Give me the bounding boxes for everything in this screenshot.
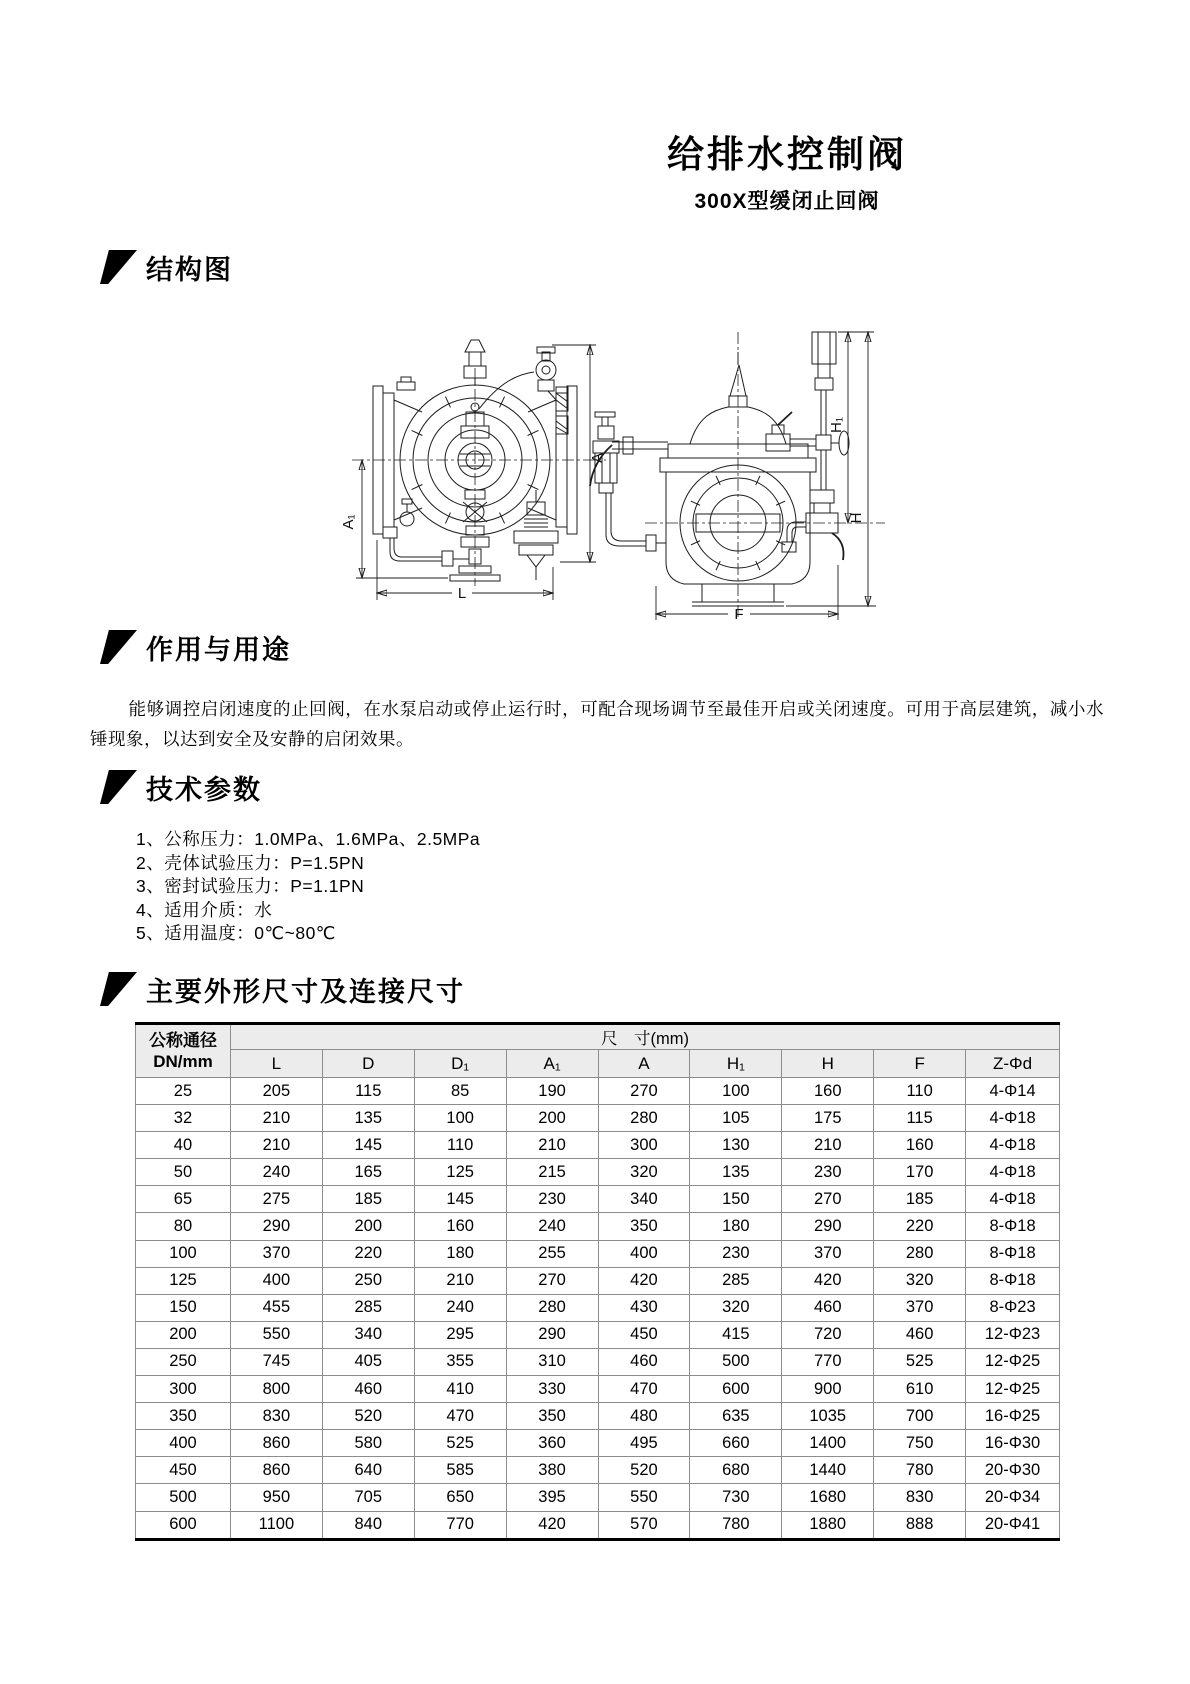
table-cell: 830 [874, 1484, 966, 1511]
table-cell: 160 [414, 1213, 506, 1240]
table-cell: 175 [782, 1105, 874, 1132]
section-marker-icon [100, 972, 137, 1006]
table-cell: 340 [322, 1321, 414, 1348]
dim-label-a1: A₁ [340, 514, 357, 530]
table-cell: 250 [136, 1348, 231, 1375]
table-cell: 290 [782, 1213, 874, 1240]
table-row [136, 1267, 1060, 1294]
page-subtitle: 300X型缓闭止回阀 [694, 190, 880, 213]
table-cell: 1100 [230, 1511, 322, 1539]
table-cell: 730 [690, 1484, 782, 1511]
table-cell: 135 [690, 1159, 782, 1186]
table-cell: 520 [322, 1403, 414, 1430]
table-cell: 16-Φ30 [966, 1430, 1060, 1457]
table-cell: 145 [322, 1132, 414, 1159]
table-cell: 460 [874, 1321, 966, 1348]
column-header: A₁ [506, 1050, 598, 1078]
table-cell: 700 [874, 1403, 966, 1430]
table-cell: 320 [598, 1159, 690, 1186]
table-cell: 100 [136, 1240, 231, 1267]
table-cell: 650 [414, 1484, 506, 1511]
table-cell: 415 [690, 1321, 782, 1348]
table-cell: 320 [690, 1294, 782, 1321]
table-cell: 220 [322, 1240, 414, 1267]
table-cell: 600 [690, 1376, 782, 1403]
table-cell: 460 [782, 1294, 874, 1321]
table-cell: 280 [874, 1240, 966, 1267]
table-cell: 125 [136, 1267, 231, 1294]
table-cell: 20-Φ34 [966, 1484, 1060, 1511]
table-cell: 660 [690, 1430, 782, 1457]
table-cell: 85 [414, 1078, 506, 1105]
table-cell: 4-Φ18 [966, 1132, 1060, 1159]
table-cell: 780 [874, 1457, 966, 1484]
table-cell: 580 [322, 1430, 414, 1457]
tech-param-item: 2、壳体试验压力：P=1.5PN [136, 852, 365, 873]
table-cell: 105 [690, 1105, 782, 1132]
table-cell: 1680 [782, 1484, 874, 1511]
table-cell: 210 [230, 1105, 322, 1132]
table-cell: 210 [414, 1267, 506, 1294]
section-title-structure: 结构图 [146, 255, 233, 285]
table-cell: 450 [598, 1321, 690, 1348]
table-cell: 310 [506, 1348, 598, 1375]
table-cell: 400 [136, 1430, 231, 1457]
page-header [667, 124, 907, 215]
table-row [136, 1511, 1060, 1539]
table-cell: 610 [874, 1376, 966, 1403]
table-cell: 320 [874, 1267, 966, 1294]
table-cell: 780 [690, 1511, 782, 1539]
table-cell: 455 [230, 1294, 322, 1321]
section-title-dimensions: 主要外形尺寸及连接尺寸 [146, 977, 465, 1007]
table-cell: 190 [506, 1078, 598, 1105]
table-cell: 900 [782, 1376, 874, 1403]
table-cell: 275 [230, 1186, 322, 1213]
table-cell: 420 [506, 1511, 598, 1539]
front-view-drawing [340, 340, 606, 602]
table-cell: 860 [230, 1430, 322, 1457]
column-header: Z-Φd [966, 1050, 1060, 1078]
dim-label-h1: H₁ [828, 417, 845, 433]
table-cell: 495 [598, 1430, 690, 1457]
table-cell: 705 [322, 1484, 414, 1511]
table-cell: 32 [136, 1105, 231, 1132]
table-cell: 4-Φ18 [966, 1186, 1060, 1213]
dim-label-h: H [848, 512, 865, 524]
table-cell: 165 [322, 1159, 414, 1186]
column-header: F [874, 1050, 966, 1078]
table-cell: 185 [322, 1186, 414, 1213]
table-cell: 100 [414, 1105, 506, 1132]
table-cell: 220 [874, 1213, 966, 1240]
tech-params-list [136, 828, 480, 946]
table-cell: 230 [690, 1240, 782, 1267]
table-cell: 350 [506, 1403, 598, 1430]
table-cell: 110 [874, 1078, 966, 1105]
table-cell: 12-Φ23 [966, 1321, 1060, 1348]
table-cell: 4-Φ18 [966, 1159, 1060, 1186]
table-cell: 330 [506, 1376, 598, 1403]
table-cell: 680 [690, 1457, 782, 1484]
table-row [136, 1132, 1060, 1159]
table-cell: 800 [230, 1376, 322, 1403]
table-cell: 180 [690, 1213, 782, 1240]
table-cell: 770 [414, 1511, 506, 1539]
section-heading-function [100, 630, 291, 664]
column-header: H₁ [690, 1050, 782, 1078]
table-cell: 830 [230, 1403, 322, 1430]
table-cell: 200 [136, 1321, 231, 1348]
left-flange [373, 377, 422, 534]
table-row [136, 1105, 1060, 1132]
table-cell: 150 [136, 1294, 231, 1321]
table-cell: 16-Φ25 [966, 1403, 1060, 1430]
table-cell: 300 [136, 1376, 231, 1403]
table-cell: 400 [230, 1267, 322, 1294]
table-row [136, 1348, 1060, 1375]
table-cell: 888 [874, 1511, 966, 1539]
dim-label-f: F [734, 606, 744, 623]
table-cell: 200 [506, 1105, 598, 1132]
column-header: H [782, 1050, 874, 1078]
table-cell: 635 [690, 1403, 782, 1430]
table-cell: 100 [690, 1078, 782, 1105]
dim-label-l: L [457, 585, 467, 602]
section-heading-structure [100, 250, 233, 284]
table-cell: 8-Φ23 [966, 1294, 1060, 1321]
table-cell: 12-Φ25 [966, 1348, 1060, 1375]
table-cell: 770 [782, 1348, 874, 1375]
table-cell: 270 [506, 1267, 598, 1294]
tech-param-item: 4、适用介质：水 [136, 899, 273, 920]
table-cell: 525 [874, 1348, 966, 1375]
table-cell: 430 [598, 1294, 690, 1321]
top-relief-valve [464, 340, 486, 385]
table-cell: 255 [506, 1240, 598, 1267]
table-cell: 720 [782, 1321, 874, 1348]
table-cell: 210 [506, 1132, 598, 1159]
corner-header-line1: 公称通径 [148, 1031, 217, 1050]
structure-diagram [90, 290, 1100, 625]
table-cell: 520 [598, 1457, 690, 1484]
table-cell: 230 [782, 1159, 874, 1186]
table-cell: 585 [414, 1457, 506, 1484]
table-cell: 525 [414, 1430, 506, 1457]
section-marker-icon [100, 770, 137, 804]
table-cell: 8-Φ18 [966, 1240, 1060, 1267]
table-cell: 8-Φ18 [966, 1213, 1060, 1240]
table-cell: 125 [414, 1159, 506, 1186]
table-subheader-row [136, 1050, 1060, 1078]
table-row [136, 1403, 1060, 1430]
table-cell: 4-Φ14 [966, 1078, 1060, 1105]
dim-label-a: A [589, 452, 606, 464]
table-cell: 285 [322, 1294, 414, 1321]
table-cell: 12-Φ25 [966, 1376, 1060, 1403]
table-cell: 370 [230, 1240, 322, 1267]
table-cell: 420 [782, 1267, 874, 1294]
table-cell: 450 [136, 1457, 231, 1484]
dimension-table-body [136, 1078, 1060, 1540]
side-view-drawing [590, 332, 885, 623]
section-heading-tech [100, 770, 262, 804]
table-cell: 750 [874, 1430, 966, 1457]
table-cell: 250 [322, 1267, 414, 1294]
table-cell: 355 [414, 1348, 506, 1375]
table-row [136, 1430, 1060, 1457]
table-row [136, 1321, 1060, 1348]
table-cell: 160 [782, 1078, 874, 1105]
tech-param-item: 3、密封试验压力：P=1.1PN [136, 876, 365, 896]
table-cell: 20-Φ41 [966, 1511, 1060, 1539]
table-cell: 280 [506, 1294, 598, 1321]
table-cell: 340 [598, 1186, 690, 1213]
table-cell: 300 [598, 1132, 690, 1159]
table-cell: 350 [598, 1213, 690, 1240]
table-cell: 25 [136, 1078, 231, 1105]
tech-param-item: 1、公称压力：1.0MPa、1.6MPa、2.5MPa [136, 829, 481, 849]
table-row [136, 1078, 1060, 1105]
table-cell: 470 [598, 1376, 690, 1403]
table-cell: 420 [598, 1267, 690, 1294]
left-pilot-assembly [590, 412, 668, 551]
function-paragraph: 能够调控启闭速度的止回阀，在水泵启动或停止运行时，可配合现场调节至最佳开启或关闭速度。可用于高层建筑，减小水锤现象，以达到安全及安静的启闭效果。 [90, 698, 1104, 749]
table-cell: 200 [322, 1213, 414, 1240]
table-cell: 745 [230, 1348, 322, 1375]
table-cell: 80 [136, 1213, 231, 1240]
table-cell: 370 [782, 1240, 874, 1267]
table-cell: 860 [230, 1457, 322, 1484]
table-cell: 500 [136, 1484, 231, 1511]
table-cell: 270 [782, 1186, 874, 1213]
page-title: 给排水控制阀 [667, 135, 907, 176]
table-cell: 290 [230, 1213, 322, 1240]
table-cell: 210 [230, 1132, 322, 1159]
table-cell: 1880 [782, 1511, 874, 1539]
table-cell: 170 [874, 1159, 966, 1186]
table-cell: 150 [690, 1186, 782, 1213]
section-marker-icon [100, 250, 137, 284]
table-cell: 1440 [782, 1457, 874, 1484]
table-cell: 950 [230, 1484, 322, 1511]
table-cell: 135 [322, 1105, 414, 1132]
table-row [136, 1457, 1060, 1484]
table-cell: 205 [230, 1078, 322, 1105]
table-cell: 50 [136, 1159, 231, 1186]
table-cell: 480 [598, 1403, 690, 1430]
table-cell: 210 [782, 1132, 874, 1159]
table-cell: 240 [414, 1294, 506, 1321]
table-cell: 180 [414, 1240, 506, 1267]
section-heading-dimensions [100, 972, 465, 1006]
table-cell: 370 [874, 1294, 966, 1321]
table-cell: 230 [506, 1186, 598, 1213]
table-cell: 215 [506, 1159, 598, 1186]
table-cell: 350 [136, 1403, 231, 1430]
column-header: A [598, 1050, 690, 1078]
dimension-table [135, 1022, 1060, 1541]
table-cell: 550 [230, 1321, 322, 1348]
table-cell: 1400 [782, 1430, 874, 1457]
table-cell: 600 [136, 1511, 231, 1539]
front-view-dimensions [340, 345, 606, 602]
table-cell: 290 [506, 1321, 598, 1348]
table-cell: 270 [598, 1078, 690, 1105]
column-header: D₁ [414, 1050, 506, 1078]
table-cell: 380 [506, 1457, 598, 1484]
table-row [136, 1484, 1060, 1511]
table-cell: 4-Φ18 [966, 1105, 1060, 1132]
table-cell: 470 [414, 1403, 506, 1430]
table-cell: 550 [598, 1484, 690, 1511]
table-size-header: 尺 寸(mm) [230, 1024, 1059, 1050]
table-row [136, 1240, 1060, 1267]
table-cell: 240 [230, 1159, 322, 1186]
table-cell: 40 [136, 1132, 231, 1159]
section-title-tech: 技术参数 [146, 775, 262, 805]
table-row [136, 1294, 1060, 1321]
table-cell: 115 [322, 1078, 414, 1105]
table-cell: 20-Φ30 [966, 1457, 1060, 1484]
table-cell: 115 [874, 1105, 966, 1132]
table-row [136, 1213, 1060, 1240]
table-cell: 410 [414, 1376, 506, 1403]
table-cell: 395 [506, 1484, 598, 1511]
table-cell: 405 [322, 1348, 414, 1375]
table-cell: 130 [690, 1132, 782, 1159]
table-cell: 295 [414, 1321, 506, 1348]
column-header: L [230, 1050, 322, 1078]
column-header: D [322, 1050, 414, 1078]
table-cell: 360 [506, 1430, 598, 1457]
corner-header-line2: DN/mm [153, 1052, 213, 1071]
table-corner-header [136, 1024, 231, 1078]
table-cell: 460 [322, 1376, 414, 1403]
table-cell: 110 [414, 1132, 506, 1159]
table-cell: 8-Φ18 [966, 1267, 1060, 1294]
section-marker-icon [100, 630, 137, 664]
table-cell: 570 [598, 1511, 690, 1539]
table-cell: 840 [322, 1511, 414, 1539]
tech-param-item: 5、适用温度：0℃~80℃ [136, 923, 336, 943]
table-cell: 400 [598, 1240, 690, 1267]
table-cell: 240 [506, 1213, 598, 1240]
section-title-function: 作用与用途 [146, 635, 291, 665]
table-cell: 185 [874, 1186, 966, 1213]
table-cell: 640 [322, 1457, 414, 1484]
table-cell: 145 [414, 1186, 506, 1213]
table-cell: 280 [598, 1105, 690, 1132]
table-cell: 1035 [782, 1403, 874, 1430]
table-cell: 500 [690, 1348, 782, 1375]
side-view-dimensions [656, 332, 876, 623]
table-cell: 285 [690, 1267, 782, 1294]
table-row [136, 1159, 1060, 1186]
right-pilot-assembly [766, 332, 849, 560]
table-cell: 65 [136, 1186, 231, 1213]
table-cell: 160 [874, 1132, 966, 1159]
table-row [136, 1376, 1060, 1403]
table-cell: 460 [598, 1348, 690, 1375]
table-row [136, 1186, 1060, 1213]
